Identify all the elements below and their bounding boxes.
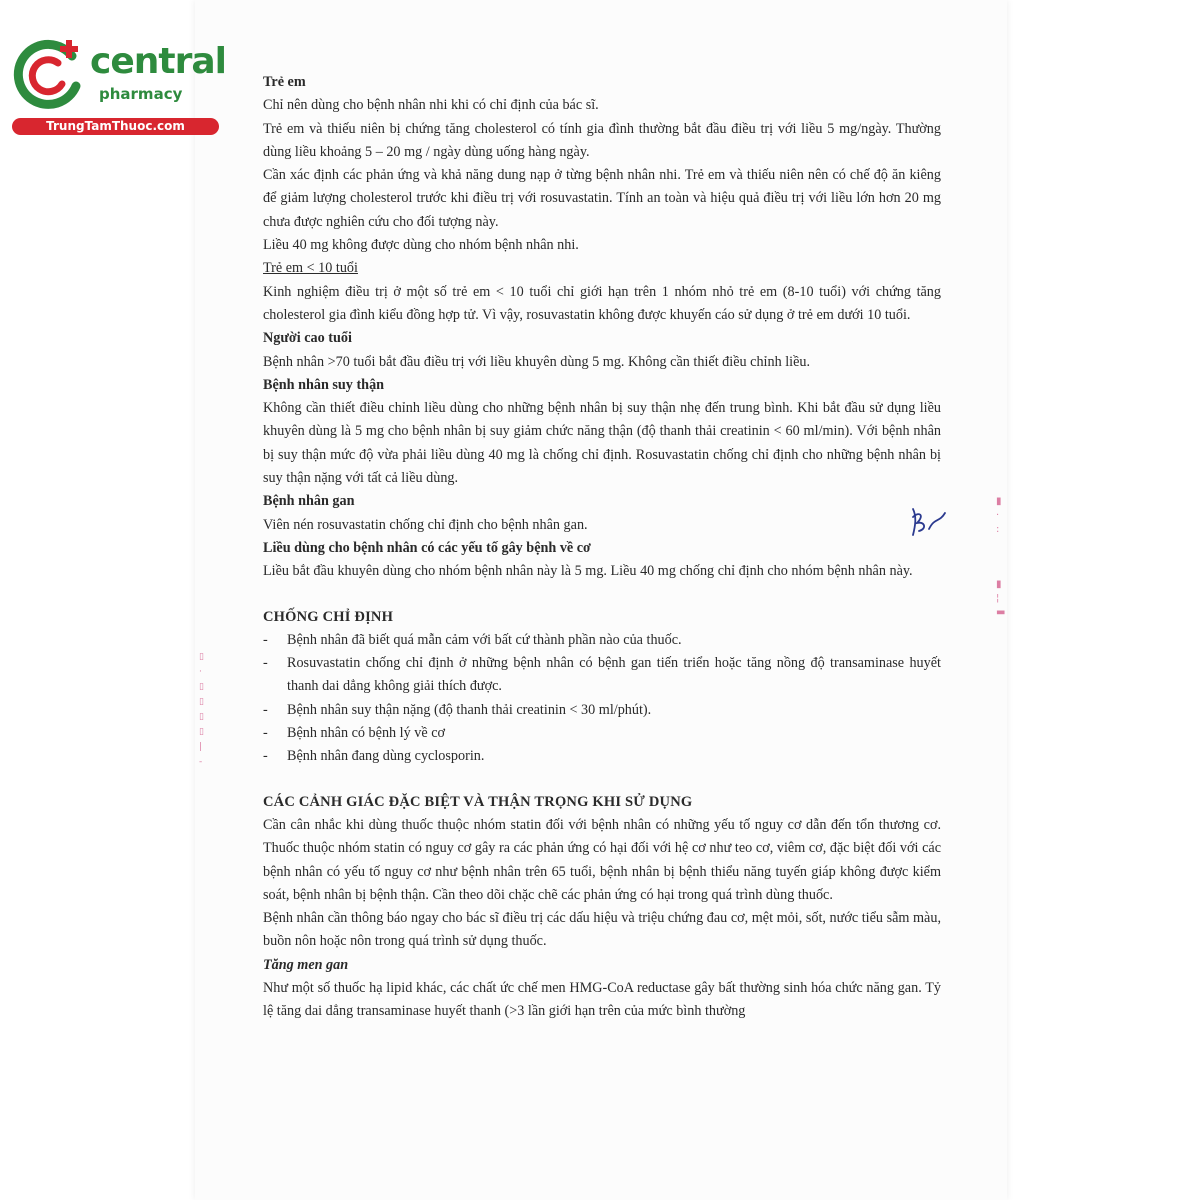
paragraph: Bệnh nhân >70 tuổi bắt đầu điều trị với liều khuyên dùng 5 mg. Không cần thiết điều chỉnh liều. xyxy=(263,353,811,370)
list-dash: - xyxy=(263,631,268,648)
heading-tre-em: Trẻ em xyxy=(263,74,306,90)
section-title-warnings: CÁC CẢNH GIÁC ĐẶC BIỆT VÀ THẬN TRỌNG KHI SỬ DỤNG xyxy=(263,793,693,810)
heading-elderly: Người cao tuổi xyxy=(263,330,352,347)
list-item-text: Bệnh nhân đã biết quá mẫn cảm với bất cứ thành phần nào của thuốc. xyxy=(287,631,682,648)
list-item xyxy=(263,745,941,768)
margin-stamp-left: ▯ · ▯ ▯ ▯ ▯ | - xyxy=(199,652,204,767)
handwritten-signature xyxy=(905,503,949,543)
heading-renal: Bệnh nhân suy thận xyxy=(263,376,385,393)
section-title-contraindications: CHỐNG CHỈ ĐỊNH xyxy=(263,608,394,625)
heading-muscle: Liều dùng cho bệnh nhân có các yếu tố gây bệnh về cơ xyxy=(263,539,591,556)
pharmacy-cross-logo-icon xyxy=(10,36,88,114)
paragraph: Liều bắt đầu khuyên dùng cho nhóm bệnh nhân này là 5 mg. Liều 40 mg chống chỉ định cho nhóm bệnh nhân này. xyxy=(263,563,913,580)
paragraph: Cần xác định các phản ứng và khả năng dung nạp ở từng bệnh nhân nhi. Trẻ em và thiếu niên nên có chế độ ăn kiêng để giảm lượng cholesterol trước khi điều trị với rosuvastatin. Tính an toàn và hiệu quả điều trị với liều lớn hơn 20 mg chưa được nghiên cứu cho đối tượng này. xyxy=(263,167,941,230)
list-item-text: Bệnh nhân có bệnh lý về cơ xyxy=(287,725,446,742)
subheading-under-10: Trẻ em < 10 tuổi xyxy=(263,260,358,277)
brand-website[interactable]: TrungTamThuoc.com xyxy=(12,118,219,135)
list-item xyxy=(263,722,941,745)
heading-liver-enzymes: Tăng men gan xyxy=(263,956,349,973)
list-item-text: Rosuvastatin chống chỉ định ở những bệnh nhân có bệnh gan tiến triển hoặc tăng nồng độ transaminase huyết thanh dai dẳng không giải thích được. xyxy=(287,655,941,695)
list-item xyxy=(263,699,941,722)
list-dash: - xyxy=(263,748,268,765)
paragraph: Bệnh nhân cần thông báo ngay cho bác sĩ điều trị các dấu hiệu và triệu chứng đau cơ, mệt mỏi, sốt, nước tiểu sẫm màu, buồn nôn hoặc nôn trong quá trình sử dụng thuốc. xyxy=(263,910,941,950)
list-dash: - xyxy=(263,701,268,718)
heading-liver: Bệnh nhân gan xyxy=(263,493,355,510)
paragraph: Trẻ em và thiếu niên bị chứng tăng cholesterol có tính gia đình thường bắt đầu điều trị với liều 5 mg/ngày. Thường dùng liều khoảng 5 – 20 mg / ngày dùng uống hàng ngày. xyxy=(263,120,941,160)
margin-stamp-right: ▮ · : xyxy=(996,496,1002,535)
margin-stamp-right-lower: ▮ ¦ ▬ xyxy=(996,579,1006,618)
list-item-text: Bệnh nhân suy thận nặng (độ thanh thải creatinin < 30 ml/phút). xyxy=(287,701,652,718)
list-item xyxy=(263,629,941,652)
paragraph: Không cần thiết điều chỉnh liều dùng cho những bệnh nhân bị suy thận nhẹ đến trung bình. Khi bắt đầu sử dụng liều khuyên dùng là 5 mg cho bệnh nhân bị suy giảm chức năng thận (độ thanh thải creatinin < 60 ml/min). Với bệnh nhân bị suy thận mức độ vừa phải liều dùng 40 mg là chống chỉ định. Rosuvastatin chống chỉ định cho những bệnh nhân bị suy thận nặng với tất cả liều dùng. xyxy=(263,400,941,487)
brand-name: central xyxy=(90,41,226,82)
spacer xyxy=(263,769,941,791)
central-pharmacy-logo[interactable] xyxy=(10,36,226,136)
list-item xyxy=(263,652,941,699)
list-dash: - xyxy=(263,725,268,742)
paragraph: Kinh nghiệm điều trị ở một số trẻ em < 10 tuổi chỉ giới hạn trên 1 nhóm nhỏ trẻ em (8-10 tuổi) với chứng tăng cholesterol gia đình kiểu đồng hợp tử. Vì vậy, rosuvastatin không được khuyến cáo sử dụng ở trẻ em dưới 10 tuổi. xyxy=(263,283,941,323)
paragraph: Chỉ nên dùng cho bệnh nhân nhi khi có chỉ định của bác sĩ. xyxy=(263,97,599,114)
list-dash: - xyxy=(263,655,268,672)
brand-subtitle: pharmacy xyxy=(99,85,183,103)
paragraph: Viên nén rosuvastatin chống chỉ định cho bệnh nhân gan. xyxy=(263,516,588,533)
spacer xyxy=(263,584,941,606)
paragraph: Cần cân nhắc khi dùng thuốc thuộc nhóm statin đối với bệnh nhân có những yếu tố nguy cơ dẫn đến tổn thương cơ. Thuốc thuộc nhóm statin có nguy cơ gây ra các phản ứng có hại đối với hệ cơ như teo cơ, viêm cơ, đặc biệt đối với các bệnh nhân có yếu tố nguy cơ như bệnh nhân trên 65 tuổi, bệnh nhân bị bệnh thiểu năng tuyến giáp không được kiểm soát, bệnh nhân bị bệnh thận. Cần theo dõi chặc chẽ các phản ứng có hại trong quá trình dùng thuốc. xyxy=(263,816,941,903)
paragraph: Như một số thuốc hạ lipid khác, các chất ức chế men HMG-CoA reductase gây bất thường sinh hóa chức năng gan. Tỷ lệ tăng dai dẳng transaminase huyết thanh (>3 lần giới hạn trên của mức bình thường xyxy=(263,979,941,1020)
document-content xyxy=(263,71,941,1024)
paragraph: Liều 40 mg không được dùng cho nhóm bệnh nhân nhi. xyxy=(263,237,579,254)
list-item-text: Bệnh nhân đang dùng cyclosporin. xyxy=(287,748,485,765)
